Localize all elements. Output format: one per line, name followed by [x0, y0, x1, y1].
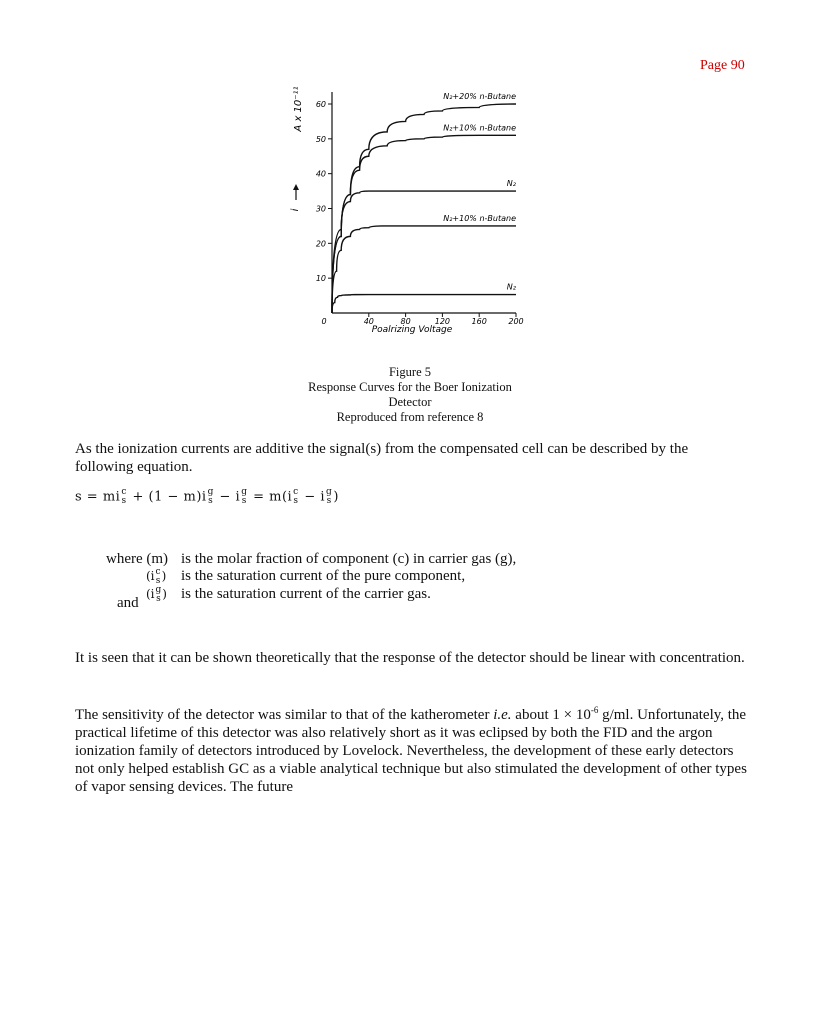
figure-caption-line-3: Reproduced from reference 8 [336, 410, 484, 424]
y-tick-label: 60 [315, 100, 326, 109]
ig-symbol: (i g s ) [146, 584, 167, 604]
figure-caption-line-2: Detector [388, 395, 432, 409]
series-label: N₂ [506, 282, 516, 292]
where-ig-desc: is the saturation current of the carrier gas. [181, 586, 431, 602]
ic-symbol: (i c s ) [146, 566, 167, 586]
figure-caption-title: Figure 5 [388, 365, 431, 379]
x-tick-label: 0 [321, 317, 327, 326]
series-label: N₂+10% n-Butane [443, 213, 516, 223]
y-tick-label: 50 [315, 134, 326, 144]
series-line [332, 295, 516, 313]
series-label: N₂+10% n-Butane [443, 123, 516, 133]
x-tick-label: 80 [400, 317, 411, 326]
series-label: N₂ [506, 179, 516, 189]
series-label: N₂+20% n-Butane [443, 92, 516, 101]
y-tick-label: 30 [315, 204, 326, 214]
y-axis-symbol: i [290, 208, 301, 212]
where-ic-desc: is the saturation current of the pure component, [181, 568, 466, 584]
series-line [332, 226, 516, 313]
figure-caption-line-1: Response Curves for the Boer Ionization [308, 380, 512, 394]
x-tick-label: 200 [508, 317, 524, 326]
y-axis-arrowhead [293, 184, 299, 190]
x-tick-label: 160 [471, 317, 487, 326]
where-and-label: and [117, 595, 139, 611]
where-m-label: where (m) [106, 551, 169, 567]
linearity-paragraph: It is seen that it can be shown theoretically that the response of the detector should be linear with concentration. [75, 650, 745, 666]
y-tick-label: 10 [315, 274, 326, 284]
y-tick-label: 40 [315, 169, 326, 179]
equation: s = mi c s + (1 − m)i g s − i g s = m(i c s − i g s ) [75, 487, 339, 506]
x-tick-label: 40 [363, 317, 374, 326]
page-number: Page 90 [700, 58, 745, 73]
x-tick-label: 120 [434, 317, 451, 326]
y-axis-label: A x 10⁻¹¹ [293, 86, 304, 132]
intro-paragraph: As the ionization currents are additive the signal(s) from the compensated cell can be described by the following equation. [75, 441, 689, 475]
response-curves-figure [290, 82, 530, 344]
sensitivity-paragraph: The sensitivity of the detector was similar to that of the katherometer i.e. about $1 \times 10^{-6}$ g/ml. Unfortunately, the practical lifetime of this detector was also relatively short as it was eclipsed by both the FID and the argon ionization family of detectors introduced by Lovelock. Nevertheless, the development of these early detectors not only helped establish GC as a viable analytical technique but also stimulated the development of other types of vapor sensing devices. The future [75, 705, 747, 795]
where-m-desc: is the molar fraction of component (c) in carrier gas (g), [181, 551, 517, 567]
x-axis-label: Poalrizing Voltage [371, 325, 453, 335]
y-tick-label: 20 [315, 239, 326, 249]
